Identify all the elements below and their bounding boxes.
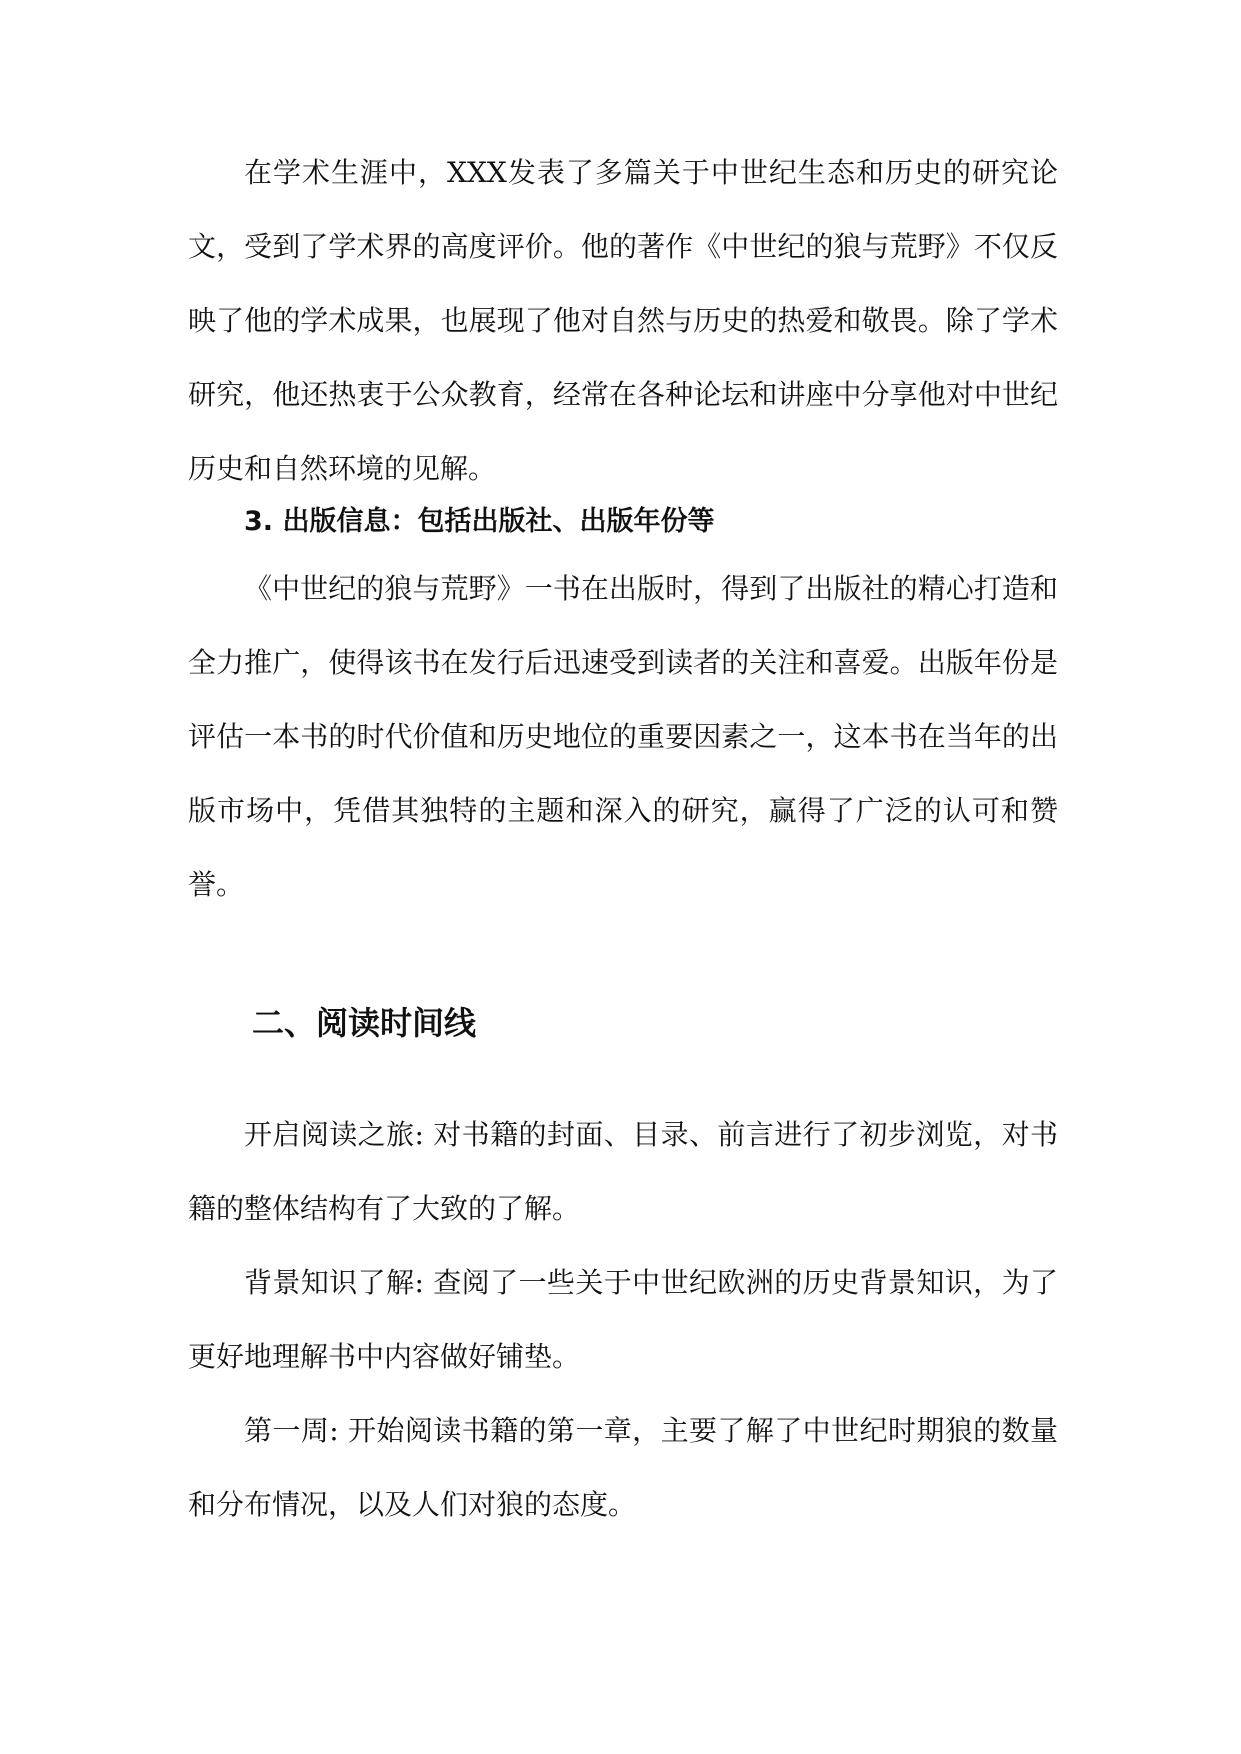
reading-timeline-heading: 二、阅读时间线 — [252, 1004, 477, 1042]
reading-timeline-section — [188, 1000, 1058, 1046]
author-career-paragraph: 在学术生涯中，XXX发表了多篇关于中世纪生态和历史的研究论文，受到了学术界的高度评价。他的著作《中世纪的狼与荒野》不仅反映了他的学术成果，也展现了他对自然与历史的热爱和敬畏。除了学术研究，他还热衷于公众教育，经常在各种论坛和讲座中分享他对中世纪历史和自然环境的见解。 — [188, 156, 1058, 485]
reading-timeline-body — [188, 1098, 1058, 1542]
timeline-entry-week-one: 第一周: 开始阅读书籍的第一章，主要了解了中世纪时期狼的数量和分布情况，以及人们对狼的态度。 — [188, 1414, 1058, 1521]
publication-info-paragraph: 《中世纪的狼与荒野》一书在出版时，得到了出版社的精心打造和全力推广，使得该书在发行后迅速受到读者的关注和喜爱。出版年份是评估一本书的时代价值和历史地位的重要因素之一，这本书在当年的出版市场中，凭借其独特的主题和深入的研究，赢得了广泛的认可和赞誉。 — [188, 572, 1058, 901]
publication-info-body — [188, 552, 1058, 922]
publication-info-heading: 3. 出版信息：包括出版社、出版年份等 — [244, 506, 715, 537]
publication-info-section — [188, 502, 1058, 542]
timeline-entry-background: 背景知识了解: 查阅了一些关于中世纪欧洲的历史背景知识，为了更好地理解书中内容做好铺垫。 — [188, 1266, 1058, 1373]
timeline-entry-start: 开启阅读之旅: 对书籍的封面、目录、前言进行了初步浏览，对书籍的整体结构有了大致的了解。 — [188, 1118, 1058, 1225]
author-career-section — [188, 136, 1058, 506]
